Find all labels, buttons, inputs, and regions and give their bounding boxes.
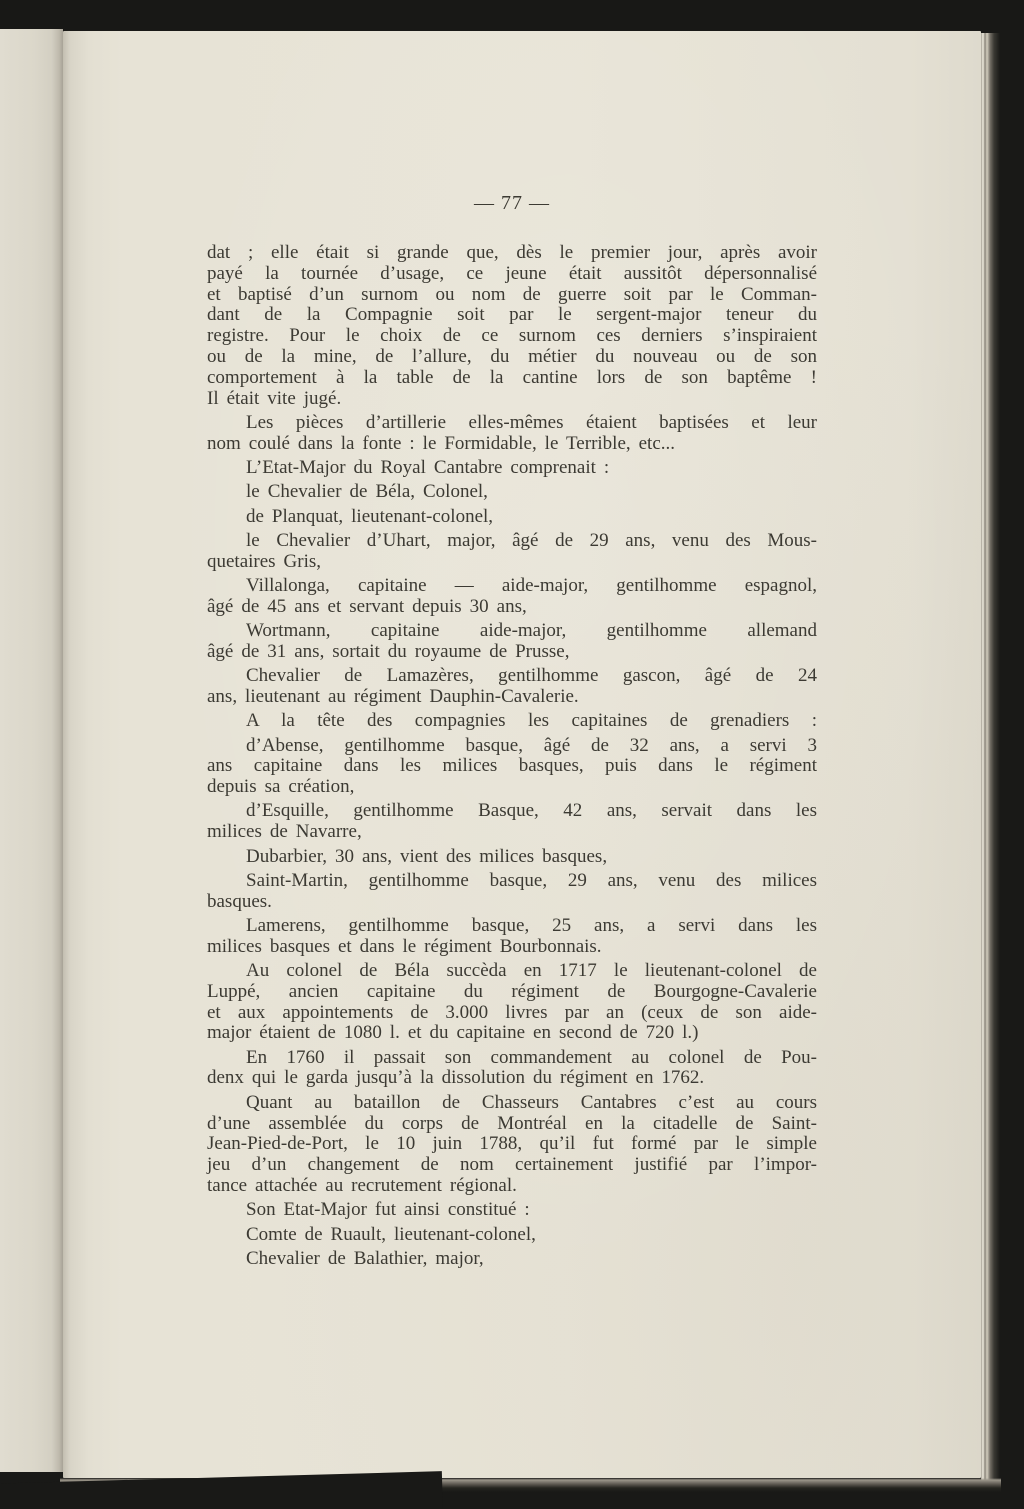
page-stack-edge-right — [981, 33, 1001, 1483]
text-line: jeu d’un changement de nom certainement justifié par l’impor- — [207, 1154, 817, 1176]
paragraph — [207, 711, 817, 732]
paragraph — [207, 847, 817, 868]
text-line: Lamerens, gentilhomme basque, 25 ans, a servi dans les — [246, 914, 817, 936]
text-line: dat ; elle était si grande que, dès le premier jour, après avoir — [207, 242, 817, 263]
paragraph — [207, 621, 817, 663]
text-line: Villalonga, capitaine — aide-major, gentilhomme espagnol, — [246, 574, 817, 596]
text-line: major étaient de 1080 l. et du capitaine en second de 720 l.) — [207, 1022, 699, 1044]
text-line: ans capitaine dans les milices basques, puis dans le régiment — [207, 755, 817, 777]
text-line: quetaires Gris, — [207, 550, 322, 572]
paragraph — [207, 576, 817, 618]
paragraph — [207, 1200, 817, 1221]
text-line: En 1760 il passait son commandement au colonel de Pou- — [246, 1046, 817, 1068]
text-line: Jean-Pied-de-Port, le 10 juin 1788, qu’il fut formé par le simple — [207, 1133, 817, 1155]
text-line: milices basques et dans le régiment Bourbonnais. — [207, 935, 602, 957]
paragraph — [207, 482, 817, 503]
text-line: Au colonel de Béla succèda en 1717 le lieutenant-colonel de — [246, 960, 817, 981]
text-line: milices de Navarre, — [207, 821, 362, 843]
text-line: dant de la Compagnie soit par le sergent-major teneur du — [207, 304, 817, 326]
text-line: âgé de 31 ans, sortait du royaume de Prusse, — [207, 640, 570, 662]
text-line: le Chevalier de Béla, Colonel, — [246, 481, 488, 503]
text-line: d’Esquille, gentilhomme Basque, 42 ans, servait dans les — [246, 800, 817, 822]
book-page — [63, 31, 981, 1478]
text-line: A la tête des compagnies les capitaines de grenadiers : — [246, 710, 817, 732]
text-block — [207, 243, 817, 1270]
text-line: de Planquat, lieutenant-colonel, — [246, 505, 494, 527]
text-line: le Chevalier d’Uhart, major, âgé de 29 ans, venu des Mous- — [246, 529, 817, 551]
paragraph — [207, 916, 817, 958]
text-line: Luppé, ancien capitaine du régiment de Bourgogne-Cavalerie — [207, 980, 817, 1002]
text-line: L’Etat-Major du Royal Cantabre comprenait : — [246, 456, 610, 478]
text-line: ans, lieutenant au régiment Dauphin-Cavalerie. — [207, 685, 579, 707]
text-line: Quant au bataillon de Chasseurs Cantabres c’est au cours — [246, 1091, 817, 1113]
text-line: Comte de Ruault, lieutenant-colonel, — [246, 1223, 536, 1245]
paragraph — [207, 961, 817, 1044]
text-line: et baptisé d’un surnom ou nom de guerre soit par le Comman- — [207, 283, 817, 305]
paragraph — [207, 243, 817, 409]
paragraph — [207, 413, 817, 455]
text-line: depuis sa création, — [207, 776, 355, 798]
text-line: âgé de 45 ans et servant depuis 30 ans, — [207, 595, 527, 617]
page-number: — 77 — — [474, 192, 550, 214]
text-line: nom coulé dans la fonte : le Formidable, le Terrible, etc... — [207, 432, 676, 454]
paragraph — [207, 1048, 817, 1090]
paragraph — [207, 1249, 817, 1270]
facing-page-edge — [0, 29, 63, 1472]
text-line: Son Etat-Major fut ainsi constitué : — [246, 1199, 530, 1221]
text-line: Chevalier de Lamazères, gentilhomme gascon, âgé de 24 — [246, 665, 817, 687]
paragraph — [207, 1225, 817, 1246]
text-line: Chevalier de Balathier, major, — [246, 1247, 484, 1269]
text-line: denx qui le garda jusqu’à la dissolution du régiment en 1762. — [207, 1067, 705, 1089]
paragraph — [207, 871, 817, 913]
paragraph — [207, 531, 817, 573]
background-top-band — [0, 0, 1024, 30]
text-line: registre. Pour le choix de ce surnom ces derniers s’inspiraient — [207, 325, 817, 347]
text-line: basques. — [207, 890, 272, 912]
text-line: d’Abense, gentilhomme basque, âgé de 32 ans, a servi 3 — [246, 734, 817, 756]
text-line: comportement à la table de la cantine lors de son baptême ! — [207, 366, 817, 388]
paragraph — [207, 736, 817, 798]
paragraph — [207, 666, 817, 708]
paragraph — [207, 458, 817, 479]
paragraph — [207, 507, 817, 528]
text-line: ou de la mine, de l’allure, du métier du nouveau ou de son — [207, 345, 817, 367]
text-line: Dubarbier, 30 ans, vient des milices basques, — [246, 845, 608, 867]
text-line: Il était vite jugé. — [207, 387, 342, 409]
paragraph — [207, 801, 817, 843]
text-line: Saint-Martin, gentilhomme basque, 29 ans, venu des milices — [246, 869, 817, 891]
paragraph — [207, 1093, 817, 1197]
text-line: tance attachée au recrutement régional. — [207, 1174, 517, 1196]
text-line: Les pièces d’artillerie elles-mêmes étaient baptisées et leur — [246, 411, 817, 433]
text-line: et aux appointements de 3.000 livres par an (ceux de son aide- — [207, 1001, 817, 1023]
text-line: payé la tournée d’usage, ce jeune était aussitôt dépersonnalisé — [207, 262, 817, 284]
text-line: Wortmann, capitaine aide-major, gentilhomme allemand — [246, 620, 817, 642]
text-line: d’une assemblée du corps de Montréal en la citadelle de Saint- — [207, 1112, 817, 1134]
